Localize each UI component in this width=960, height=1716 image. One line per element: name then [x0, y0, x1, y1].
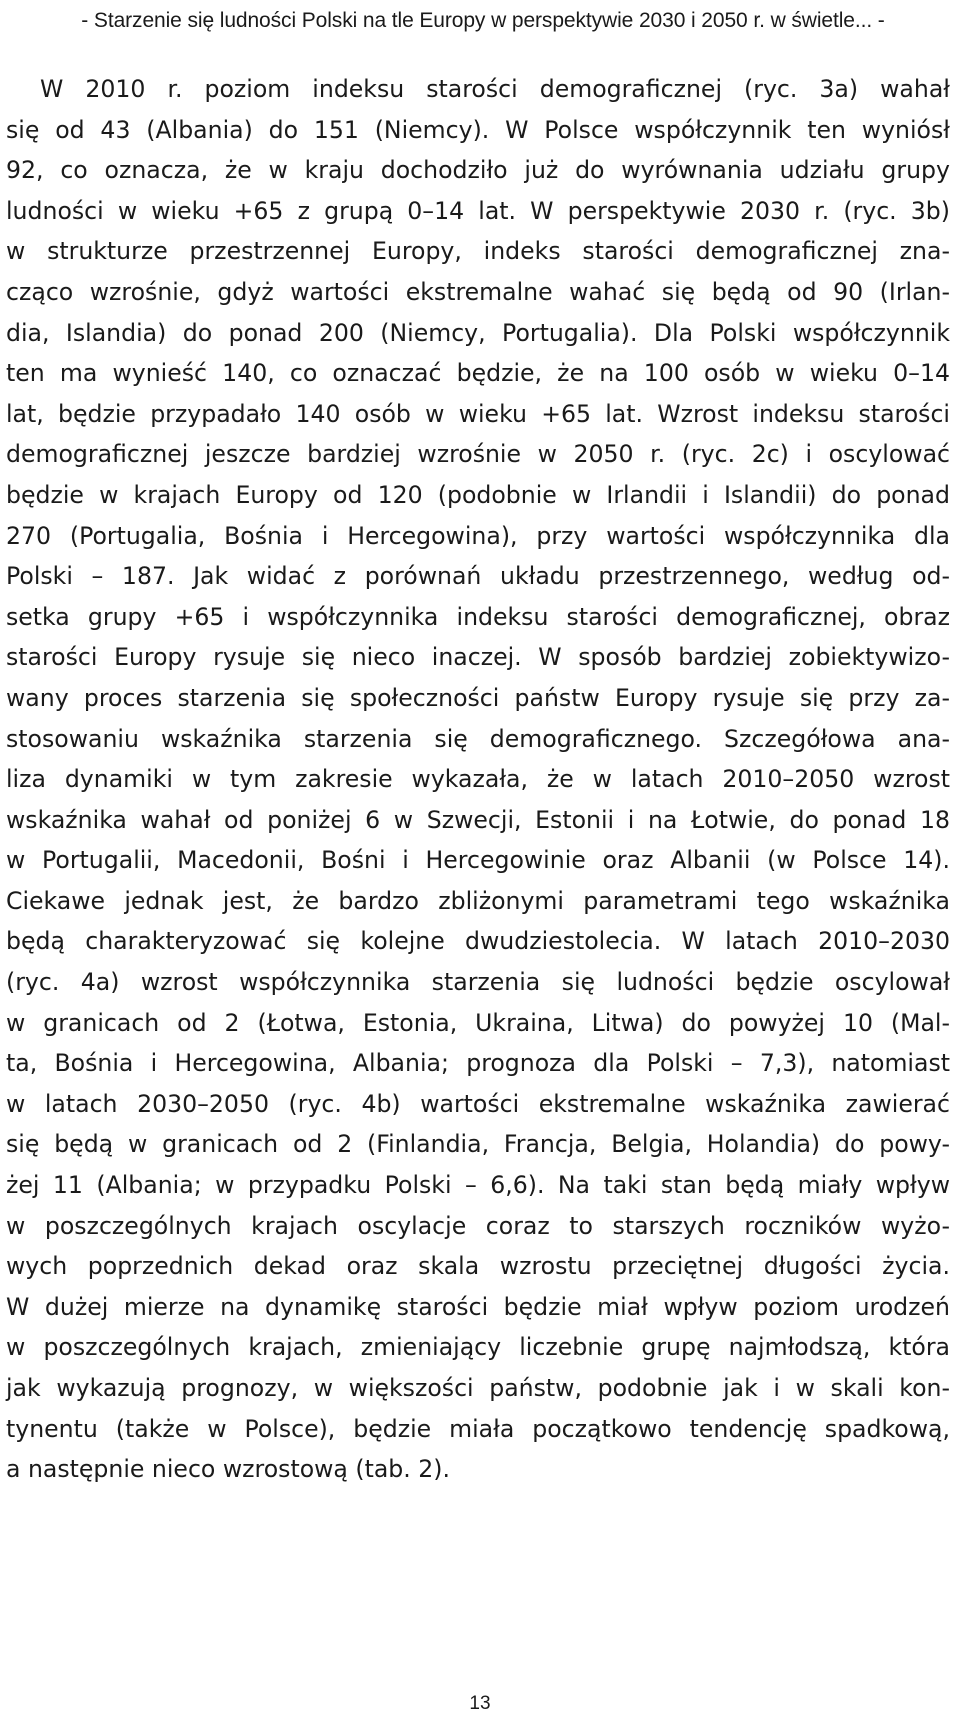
page-number: 13: [469, 1693, 491, 1714]
paragraph-line: żej 11 (Albania; w przypadku Polski – 6,6). Na taki stan będą miały wpływ: [6, 1171, 950, 1200]
paragraph-line: się od 43 (Albania) do 151 (Niemcy). W Polsce współczynnik ten wyniósł: [6, 115, 950, 144]
paragraph-line: w poszczególnych krajach, zmieniający liczebnie grupę najmłodszą, która: [6, 1333, 950, 1362]
paragraph-line: wany proces starzenia się społeczności państw Europy rysuje się przy za-: [6, 683, 950, 712]
paragraph-line: się będą w granicach od 2 (Finlandia, Francja, Belgia, Holandia) do powy-: [6, 1130, 950, 1159]
paragraph-line: (ryc. 4a) wzrost współczynnika starzenia się ludności będzie oscylował: [6, 968, 950, 997]
paragraph-line: w strukturze przestrzennej Europy, indeks starości demograficznej zna-: [6, 237, 950, 266]
paragraph-line: setka grupy +65 i współczynnika indeksu starości demograficznej, obraz: [6, 602, 950, 631]
paragraph-line: tynentu (także w Polsce), będzie miała początkowo tendencję spadkową,: [6, 1414, 950, 1443]
paragraph-line: w poszczególnych krajach oscylacje coraz to starszych roczników wyżo-: [6, 1211, 950, 1240]
paragraph-line: ta, Bośnia i Hercegowina, Albania; prognoza dla Polski – 7,3), natomiast: [6, 1049, 950, 1078]
paragraph-line: w latach 2030–2050 (ryc. 4b) wartości ekstremalne wskaźnika zawierać: [6, 1089, 950, 1118]
paragraph-line: Polski – 187. Jak widać z porównań układu przestrzennego, według od-: [6, 562, 950, 591]
body-paragraph: [6, 69, 950, 1490]
paragraph-line: ten ma wynieść 140, co oznaczać będzie, że na 100 osób w wieku 0–14: [6, 359, 950, 388]
paragraph-line: wskaźnika wahał od poniżej 6 w Szwecji, Estonii i na Łotwie, do ponad 18: [6, 805, 950, 834]
paragraph-line: W dużej mierze na dynamikę starości będzie miał wpływ poziom urodzeń: [6, 1292, 950, 1321]
paragraph-line: cząco wzrośnie, gdyż wartości ekstremalne wahać się będą od 90 (Irlan-: [6, 277, 950, 306]
paragraph-line: ludności w wieku +65 z grupą 0–14 lat. W perspektywie 2030 r. (ryc. 3b): [6, 196, 950, 225]
paragraph-line: będzie w krajach Europy od 120 (podobnie w Irlandii i Islandii) do ponad: [6, 480, 950, 509]
paragraph-line: demograficznej jeszcze bardziej wzrośnie w 2050 r. (ryc. 2c) i oscylować: [6, 440, 950, 469]
paragraph-line: jak wykazują prognozy, w większości państw, podobnie jak i w skali kon-: [6, 1374, 950, 1402]
paragraph-line: 270 (Portugalia, Bośnia i Hercegowina), przy wartości współczynnika dla: [6, 521, 950, 550]
paragraph-line: dia, Islandia) do ponad 200 (Niemcy, Portugalia). Dla Polski współczynnik: [6, 318, 950, 347]
paragraph-line: stosowaniu wskaźnika starzenia się demograficznego. Szczegółowa ana-: [6, 724, 950, 753]
paragraph-line: liza dynamiki w tym zakresie wykazała, że w latach 2010–2050 wzrost: [6, 765, 950, 794]
paragraph-line: w Portugalii, Macedonii, Bośni i Hercegowinie oraz Albanii (w Polsce 14).: [6, 846, 950, 875]
paragraph-line: 92, co oznacza, że w kraju dochodziło już do wyrównania udziału grupy: [6, 156, 950, 185]
running-header: - Starzenie się ludności Polski na tle Europy w perspektywie 2030 i 2050 r. w świetle... -: [81, 9, 885, 32]
paragraph-line: Ciekawe jednak jest, że bardzo zbliżonymi parametrami tego wskaźnika: [6, 886, 950, 915]
paragraph-line: będą charakteryzować się kolejne dwudziestolecia. W latach 2010–2030: [6, 927, 950, 956]
paragraph-line: a następnie nieco wzrostową (tab. 2).: [6, 1455, 450, 1484]
paragraph-line: starości Europy rysuje się nieco inaczej. W sposób bardziej zobiektywizo-: [6, 643, 950, 672]
paragraph-line: W 2010 r. poziom indeksu starości demograficznej (ryc. 3a) wahał: [40, 75, 950, 103]
paragraph-line: w granicach od 2 (Łotwa, Estonia, Ukraina, Litwa) do powyżej 10 (Mal-: [6, 1008, 950, 1037]
paragraph-line: lat, będzie przypadało 140 osób w wieku +65 lat. Wzrost indeksu starości: [6, 399, 950, 428]
paragraph-line: wych poprzednich dekad oraz skala wzrostu przeciętnej długości życia.: [6, 1252, 950, 1281]
